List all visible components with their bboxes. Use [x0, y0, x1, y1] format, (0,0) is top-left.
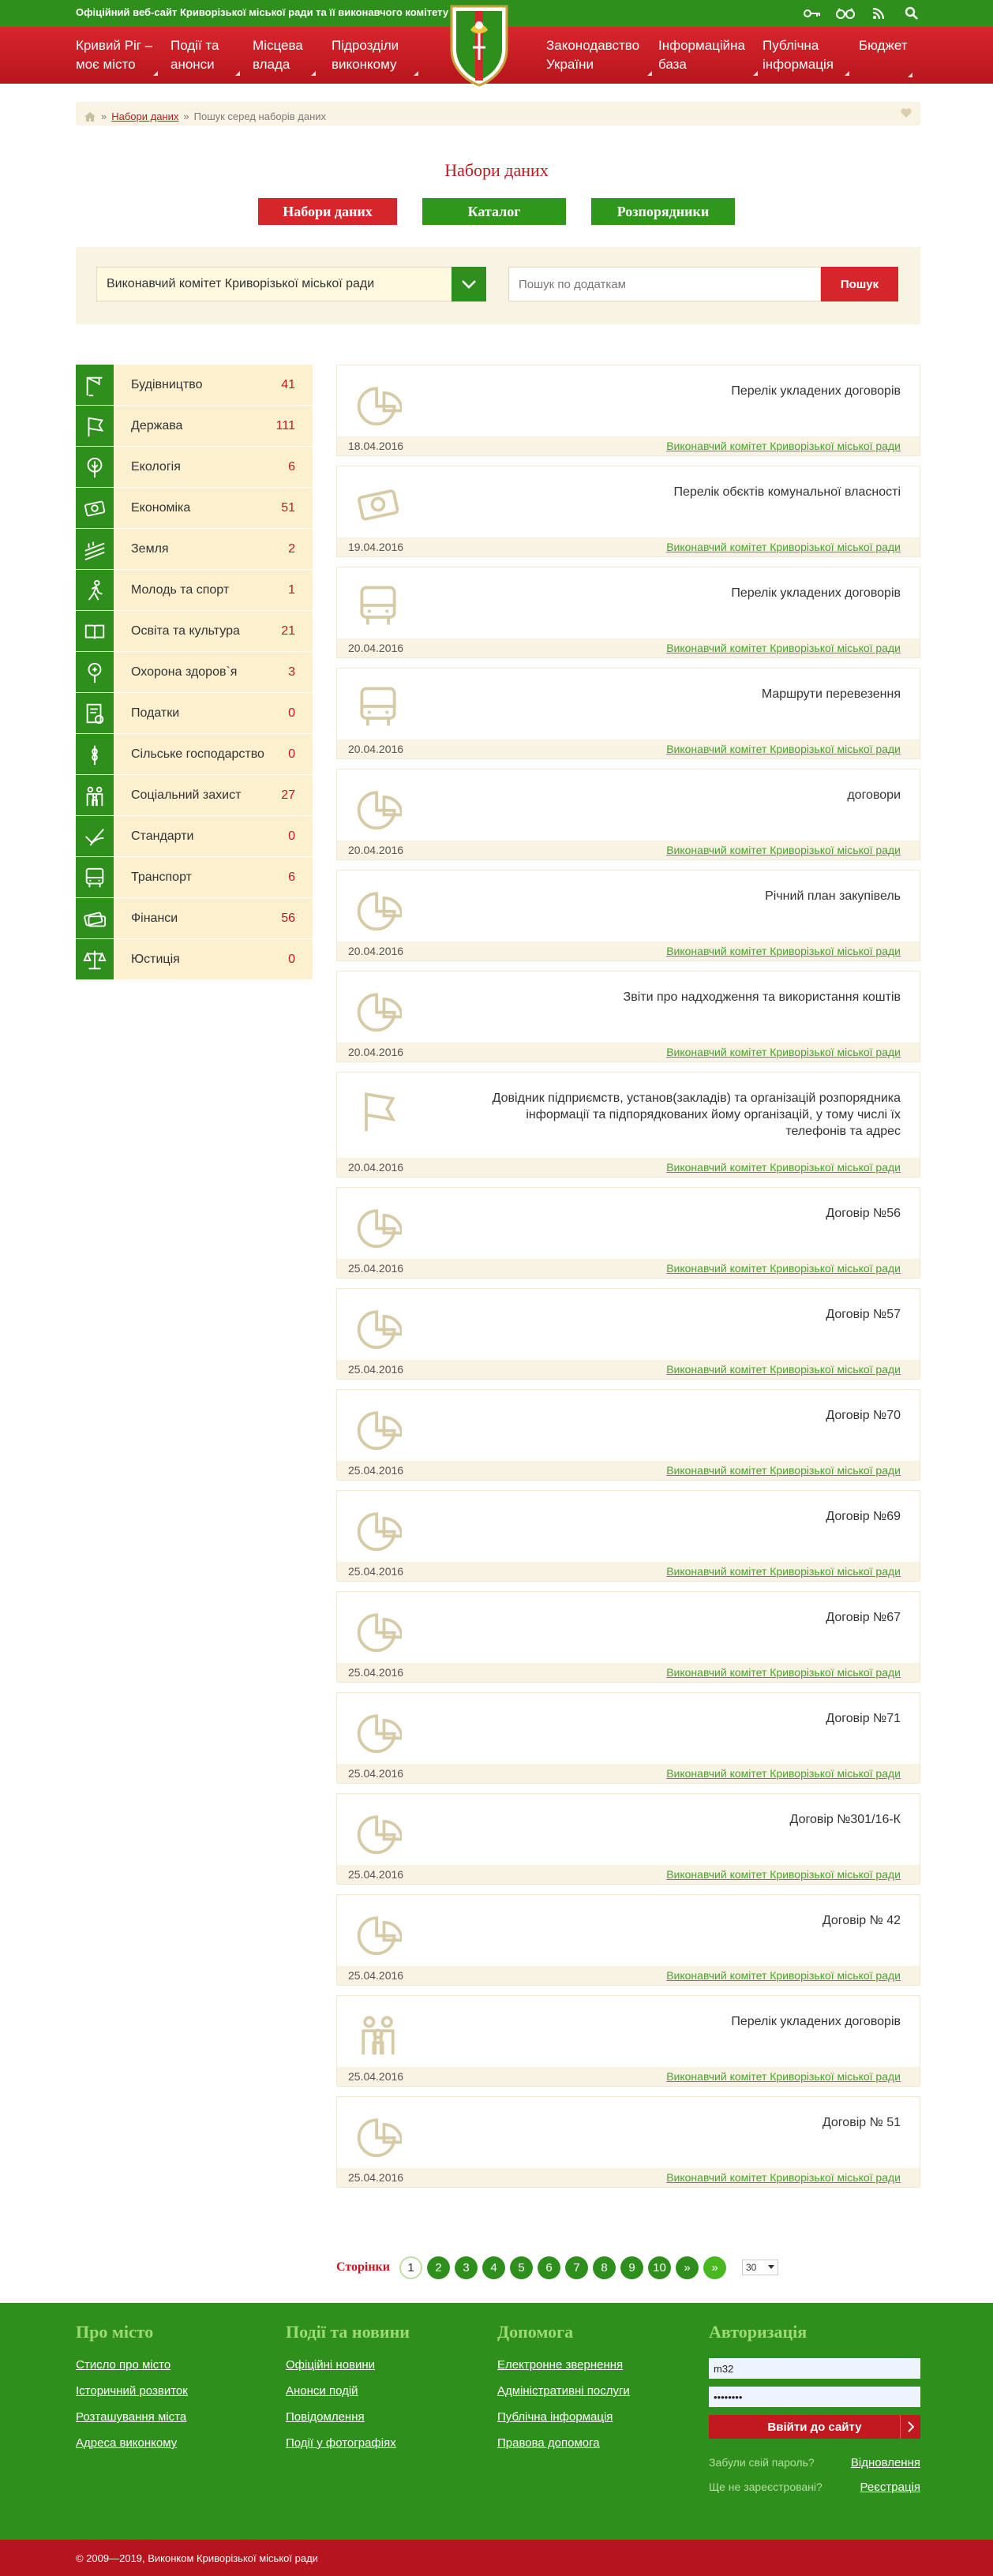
category-label: Соціальний захист [131, 788, 242, 802]
bus-icon [354, 683, 402, 730]
category-label: Юстиція [131, 953, 180, 966]
category-item[interactable] [76, 365, 313, 406]
dataset-date: 19.04.2016 [348, 541, 404, 553]
category-label: Держава [131, 419, 183, 432]
dataset-body [337, 1289, 920, 1360]
dataset-item[interactable] [336, 769, 920, 860]
top-tools [802, 3, 922, 24]
nav-item-public-info[interactable]: Публічна інформація [763, 36, 841, 74]
category-label: Економіка [131, 501, 191, 515]
footer-link[interactable]: Стисло про місто [76, 2358, 171, 2372]
dataset-org-link[interactable]: Виконавчий комітет Криворізької міської ради [666, 1969, 901, 1982]
footer-link[interactable]: Повідомлення [286, 2410, 365, 2424]
tab-managers[interactable]: Розпорядники [591, 198, 735, 225]
search-button[interactable]: Пошук [821, 267, 898, 301]
dataset-footer [337, 1461, 920, 1480]
search-icon[interactable] [901, 3, 922, 24]
dataset-body [337, 2097, 920, 2168]
register-row [709, 2481, 920, 2494]
login-field[interactable] [709, 2358, 920, 2379]
category-item[interactable] [76, 857, 313, 898]
pie-chart-icon [354, 1505, 402, 1552]
pagination [336, 2254, 920, 2281]
dataset-item[interactable] [336, 365, 920, 456]
category-count: 111 [275, 418, 295, 432]
category-item[interactable] [76, 816, 313, 857]
dataset-title[interactable]: Звіти про надходження та використання коштів [623, 990, 901, 1004]
dataset-org-link[interactable]: Виконавчий комітет Криворізької міської ради [666, 1464, 901, 1477]
dataset-body [337, 668, 920, 739]
page-button[interactable]: 5 [510, 2256, 533, 2279]
dataset-date: 25.04.2016 [348, 1666, 404, 1679]
dataset-body [337, 1794, 920, 1865]
section-tabs [0, 198, 993, 246]
page-button[interactable]: 6 [538, 2256, 560, 2279]
pie-chart-icon [354, 1303, 402, 1350]
page-button[interactable]: 7 [565, 2256, 588, 2279]
page-button[interactable]: 9 [620, 2256, 643, 2279]
per-page-value: 30 [746, 2262, 757, 2273]
dataset-title[interactable]: Перелік укладених договорів [731, 2015, 901, 2028]
category-item[interactable] [76, 447, 313, 488]
breadcrumb-separator: » [101, 110, 107, 122]
category-count: 56 [281, 911, 295, 925]
breadcrumb [76, 102, 920, 125]
chevron-right-icon [900, 2415, 920, 2439]
city-crest-logo[interactable] [447, 2, 511, 87]
crane-icon [76, 365, 114, 405]
footer-link[interactable]: Анонси подій [286, 2384, 358, 2398]
forgot-row [709, 2456, 920, 2469]
footer-col-news [286, 2322, 410, 2462]
footer-link[interactable]: Адміністративні послуги [497, 2384, 630, 2398]
dataset-org-link[interactable]: Виконавчий комітет Криворізької міської ради [666, 1046, 901, 1058]
footer-col-title: Допомога [497, 2322, 574, 2342]
footer-link[interactable]: Публічна інформація [497, 2410, 613, 2424]
category-item[interactable] [76, 652, 313, 693]
login-button[interactable] [709, 2415, 920, 2439]
dataset-date: 18.04.2016 [348, 440, 404, 452]
dataset-title[interactable]: Договір № 42 [822, 1914, 901, 1927]
category-label: Сільське господарство [131, 747, 264, 761]
dataset-item[interactable] [336, 1490, 920, 1582]
category-label: Освіта та культура [131, 624, 240, 638]
forgot-question: Забули свій пароль? [709, 2456, 815, 2469]
dataset-title[interactable]: Маршрути перевезення [761, 687, 901, 701]
pie-chart-icon [354, 1707, 402, 1754]
pie-chart-icon [354, 1202, 402, 1249]
dataset-footer [337, 2067, 920, 2086]
dataset-body [337, 466, 920, 537]
dataset-footer [337, 638, 920, 657]
dataset-body [337, 972, 920, 1043]
category-count: 0 [288, 829, 295, 843]
heart-icon[interactable] [900, 107, 912, 118]
dataset-footer [337, 739, 920, 758]
nav-item-legislation[interactable]: Законодавство України [546, 36, 644, 74]
category-count: 2 [288, 541, 295, 556]
dataset-body [337, 1996, 920, 2067]
page-next-button[interactable]: » [676, 2256, 699, 2279]
family-icon [76, 775, 114, 815]
dataset-org-link[interactable]: Виконавчий комітет Криворізької міської ради [666, 1363, 901, 1376]
dataset-footer [337, 942, 920, 960]
dataset-date: 25.04.2016 [348, 2171, 404, 2184]
footer-auth [709, 2322, 920, 2494]
auth-title: Авторизація [709, 2322, 808, 2342]
category-count: 3 [288, 665, 295, 679]
category-item[interactable] [76, 898, 313, 939]
dataset-body [337, 871, 920, 942]
dataset-footer [337, 1158, 920, 1177]
key-icon[interactable] [802, 3, 823, 24]
footer-link[interactable]: Події у фотографіях [286, 2436, 396, 2450]
dataset-date: 20.04.2016 [348, 1046, 404, 1058]
category-item[interactable] [76, 611, 313, 652]
dataset-list [336, 365, 920, 2197]
category-label: Фінанси [131, 912, 178, 925]
dataset-item[interactable] [336, 1389, 920, 1481]
dataset-date: 25.04.2016 [348, 2070, 404, 2083]
dataset-item[interactable] [336, 870, 920, 961]
tab-datasets[interactable]: Набори даних [258, 198, 397, 225]
category-count: 6 [288, 459, 295, 474]
dataset-item[interactable] [336, 1187, 920, 1279]
field-icon [76, 529, 114, 569]
dataset-org-link[interactable]: Виконавчий комітет Криворізької міської ради [666, 743, 901, 755]
footer-link[interactable]: Розташування міста [76, 2410, 187, 2424]
bus-icon [354, 582, 402, 629]
dataset-item[interactable] [336, 1591, 920, 1683]
dataset-footer [337, 1865, 920, 1884]
footer-link[interactable]: Офіційні новини [286, 2358, 376, 2372]
pagination-label: Сторінки [336, 2260, 390, 2274]
organization-select[interactable] [96, 267, 486, 301]
forgot-link[interactable]: Відновлення [850, 2456, 920, 2469]
dataset-org-link[interactable]: Виконавчий комітет Криворізької міської ради [666, 2070, 901, 2083]
nav-item-events[interactable]: Події та анонси [170, 36, 232, 74]
dataset-org-link[interactable]: Виконавчий комітет Криворізької міської ради [666, 1767, 901, 1780]
category-count: 0 [288, 952, 295, 966]
search-input[interactable] [508, 267, 821, 301]
dataset-title[interactable]: Договір №57 [826, 1308, 901, 1321]
category-label: Стандарти [131, 829, 194, 843]
breadcrumb-current: Пошук серед наборів даних [193, 110, 327, 122]
dataset-footer [337, 1966, 920, 1985]
dataset-body [337, 1895, 920, 1966]
dataset-org-link[interactable]: Виконавчий комітет Криворізької міської ради [666, 541, 901, 553]
dataset-body [337, 1693, 920, 1764]
category-count: 0 [288, 706, 295, 720]
nav-item-local-gov[interactable]: Місцева влада [253, 36, 308, 74]
nav-item-info-base[interactable]: Інформаційна база [658, 36, 750, 74]
dataset-footer [337, 1043, 920, 1061]
dataset-date: 20.04.2016 [348, 642, 404, 654]
category-item[interactable] [76, 406, 313, 447]
register-question: Ще не зареєстровані? [709, 2481, 823, 2493]
caret-down-icon [768, 2265, 774, 2269]
category-count: 27 [281, 788, 295, 802]
dataset-footer [337, 1259, 920, 1278]
filter-bar [76, 247, 920, 324]
category-item[interactable] [76, 734, 313, 775]
register-link[interactable]: Реєстрація [860, 2481, 920, 2494]
tab-app-catalog[interactable]: Каталог додатків [422, 198, 566, 225]
dataset-date: 25.04.2016 [348, 1868, 404, 1881]
pie-chart-icon [354, 1606, 402, 1653]
page-button[interactable]: 8 [593, 2256, 616, 2279]
dataset-footer [337, 436, 920, 455]
dataset-item[interactable] [336, 1072, 920, 1178]
tax-icon [76, 693, 114, 733]
nav-item-city[interactable]: Кривий Ріг – моє місто [76, 36, 155, 74]
pie-chart-icon [354, 1808, 402, 1855]
category-label: Молодь та спорт [131, 583, 230, 597]
dataset-title[interactable]: Перелік укладених договорів [731, 586, 901, 600]
dataset-title[interactable]: Договір №70 [826, 1409, 901, 1422]
wheat-icon [76, 734, 114, 774]
rss-icon[interactable] [868, 3, 889, 24]
category-item[interactable] [76, 939, 313, 980]
password-field[interactable] [709, 2387, 920, 2407]
dataset-footer [337, 2168, 920, 2187]
dataset-date: 20.04.2016 [348, 945, 404, 957]
breadcrumb-separator: » [183, 110, 189, 122]
runner-icon [76, 570, 114, 610]
dataset-title[interactable]: Довідник підприємств, установ(закладів) та організацій розпорядника інформації та підпорядкованих йому організацій, у тому числі їх телефонів та адрес [492, 1091, 901, 1138]
dataset-org-link[interactable]: Виконавчий комітет Криворізької міської ради [666, 440, 901, 452]
page-button[interactable]: 1 [399, 2256, 422, 2279]
dataset-item[interactable] [336, 466, 920, 557]
home-icon[interactable] [84, 111, 96, 122]
dataset-title[interactable]: договори [847, 788, 901, 802]
dataset-body [337, 1390, 920, 1461]
money-icon [76, 488, 114, 528]
dataset-body [337, 365, 920, 436]
check-icon [76, 816, 114, 856]
category-count: 1 [288, 582, 295, 597]
pie-chart-icon [354, 1404, 402, 1451]
dataset-org-link[interactable]: Виконавчий комітет Криворізької міської ради [666, 1565, 901, 1578]
footer-link[interactable]: Адреса виконкому [76, 2436, 178, 2450]
category-item[interactable] [76, 775, 313, 816]
dataset-footer [337, 1663, 920, 1682]
dataset-date: 25.04.2016 [348, 1262, 404, 1275]
dataset-date: 20.04.2016 [348, 743, 404, 755]
footer-link[interactable]: Правова допомога [497, 2436, 600, 2450]
chevron-down-icon[interactable] [452, 267, 486, 301]
category-label: Екологія [131, 460, 181, 474]
category-item[interactable] [76, 570, 313, 611]
page-title: Набори даних [444, 160, 549, 180]
pie-chart-icon [354, 2111, 402, 2159]
page-button[interactable]: 4 [482, 2256, 505, 2279]
nav-item-budget[interactable]: Бюджет [859, 36, 914, 55]
dataset-item[interactable] [336, 1894, 920, 1986]
pie-chart-icon [354, 986, 402, 1033]
dataset-footer [337, 1360, 920, 1379]
dataset-org-link[interactable]: Виконавчий комітет Криворізької міської ради [666, 1262, 901, 1275]
dataset-body [337, 1592, 920, 1663]
category-label: Охорона здоров`я [131, 665, 238, 679]
dataset-item[interactable] [336, 2096, 920, 2188]
organization-select-value: Виконавчий комітет Криворізької міської ради [107, 277, 375, 290]
dataset-date: 25.04.2016 [348, 1767, 404, 1780]
dataset-date: 20.04.2016 [348, 1161, 404, 1174]
book-icon [76, 611, 114, 651]
footer-link[interactable]: Історичний розвиток [76, 2384, 188, 2398]
dataset-date: 25.04.2016 [348, 1565, 404, 1578]
scales-icon [76, 939, 114, 979]
page-button[interactable]: 10 [648, 2256, 671, 2279]
site-slogan: Офіційний веб-сайт Криворізької міської ради та її виконавчого комітету [76, 6, 449, 18]
dataset-item[interactable] [336, 1288, 920, 1380]
glasses-icon[interactable] [835, 3, 856, 24]
category-label: Податки [131, 706, 180, 720]
health-icon [76, 652, 114, 692]
dataset-body [337, 769, 920, 841]
dataset-footer [337, 1562, 920, 1581]
dataset-item[interactable] [336, 1692, 920, 1784]
pie-chart-icon [354, 885, 402, 932]
dataset-title[interactable]: Договір №69 [826, 1510, 901, 1523]
dataset-footer [337, 537, 920, 556]
pie-chart-icon [354, 784, 402, 831]
category-count: 41 [281, 377, 295, 391]
per-page-select[interactable] [742, 2260, 778, 2275]
dataset-item[interactable] [336, 668, 920, 759]
dataset-org-link[interactable]: Виконавчий комітет Криворізької міської ради [666, 2171, 901, 2184]
cash-icon [76, 898, 114, 938]
category-count: 0 [288, 747, 295, 761]
login-button-label: Ввійти до сайту [767, 2420, 862, 2434]
category-item[interactable] [76, 488, 313, 529]
dataset-footer [337, 841, 920, 859]
dataset-title[interactable]: Договір №56 [826, 1207, 901, 1220]
footer-col-title: Події та новини [286, 2322, 410, 2342]
dataset-org-link[interactable]: Виконавчий комітет Криворізької міської ради [666, 1666, 901, 1679]
dataset-body [337, 1491, 920, 1562]
page-next-button[interactable]: » [703, 2256, 726, 2279]
dataset-body [337, 1188, 920, 1259]
nav-item-departments[interactable]: Підрозділи виконкому [332, 36, 410, 74]
dataset-title[interactable]: Договір № 51 [822, 2116, 901, 2129]
category-item[interactable] [76, 529, 313, 570]
dataset-title[interactable]: Річний план закупівель [765, 889, 901, 903]
dataset-title[interactable]: Договір №301/16-К [789, 1813, 901, 1826]
dataset-footer [337, 1764, 920, 1783]
footer [0, 2303, 993, 2540]
dataset-title[interactable]: Перелік укладених договорів [731, 384, 901, 398]
dataset-item[interactable] [336, 971, 920, 1062]
dataset-item[interactable] [336, 567, 920, 658]
dataset-body [337, 567, 920, 638]
category-count: 6 [288, 870, 295, 884]
dataset-title[interactable]: Договір №71 [826, 1712, 901, 1725]
category-count: 51 [281, 500, 295, 515]
copyright: © 2009—2019, Виконком Криворізької міської ради [0, 2540, 993, 2576]
dataset-org-link[interactable]: Виконавчий комітет Криворізької міської ради [666, 844, 901, 856]
category-label: Будівництво [131, 378, 203, 391]
dataset-org-link[interactable]: Виконавчий комітет Криворізької міської ради [666, 1161, 901, 1174]
dataset-date: 25.04.2016 [348, 1363, 404, 1376]
footer-link[interactable]: Електронне звернення [497, 2358, 624, 2372]
bus-icon [76, 857, 114, 897]
flag-icon [354, 1087, 402, 1134]
page-button[interactable]: 2 [427, 2256, 450, 2279]
dataset-date: 25.04.2016 [348, 1464, 404, 1477]
dataset-org-link[interactable]: Виконавчий комітет Криворізької міської ради [666, 945, 901, 957]
dataset-date: 25.04.2016 [348, 1969, 404, 1982]
footer-col-about [76, 2322, 188, 2462]
footer-col-help [497, 2322, 630, 2462]
dataset-item[interactable] [336, 1793, 920, 1885]
category-count: 21 [281, 623, 295, 638]
dataset-date: 20.04.2016 [348, 844, 404, 856]
family-icon [354, 2010, 402, 2057]
footer-col-title: Про місто [76, 2322, 154, 2342]
tree-icon [76, 447, 114, 487]
dataset-body [337, 1073, 920, 1158]
page-button[interactable]: 3 [455, 2256, 478, 2279]
category-label: Земля [131, 542, 169, 556]
dataset-title[interactable]: Договір №67 [826, 1611, 901, 1624]
pie-chart-icon [354, 1909, 402, 1956]
dataset-title[interactable]: Перелік обєктів комунальної власності [673, 485, 901, 499]
pie-chart-icon [354, 380, 402, 427]
category-list [76, 365, 313, 980]
money-icon [354, 481, 402, 528]
category-item[interactable] [76, 693, 313, 734]
dataset-item[interactable] [336, 1995, 920, 2087]
breadcrumb-link-datasets[interactable]: Набори даних [111, 110, 179, 122]
flag-icon [76, 406, 114, 446]
category-label: Транспорт [131, 871, 192, 884]
dataset-org-link[interactable]: Виконавчий комітет Криворізької міської ради [666, 1868, 901, 1881]
dataset-org-link[interactable]: Виконавчий комітет Криворізької міської ради [666, 642, 901, 654]
